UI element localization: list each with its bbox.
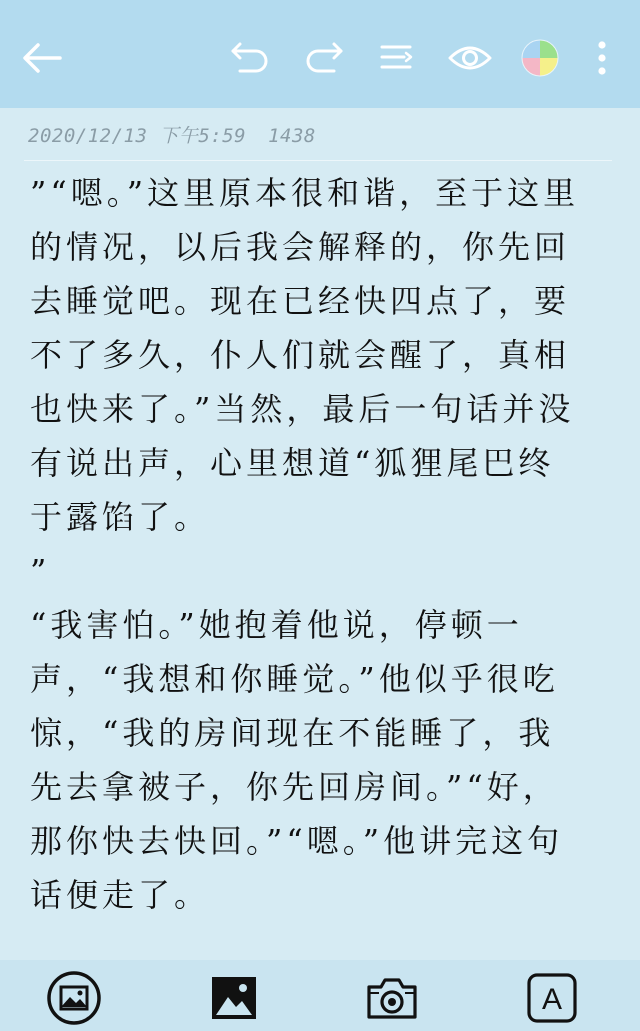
more-vertical-icon[interactable] [574,30,630,86]
format-list-icon[interactable] [368,30,424,86]
camera-icon[interactable] [362,970,422,1026]
gallery-icon[interactable] [44,970,104,1026]
redo-icon[interactable] [296,30,352,86]
note-paragraph: ”“嗯。”这里原本很和谐，至于这里的情况，以后我会解释的，你先回去睡觉吧。现在已经快四点了，要不了多久，仆人们就会醒了，真相也快来了。”当然，最后一句话并没有说出声，心里想道“狐狸尾巴终于露馅了。 ” [30,174,580,590]
back-arrow-icon[interactable] [14,30,70,86]
note-meta [28,121,338,148]
preview-eye-icon[interactable] [442,30,498,86]
note-paragraph: “我害怕。”她抱着他说，停顿一声，“我想和你睡觉。”他似乎很吃惊，“我的房间现在不能睡了，我先去拿被子，你先回房间。”“好，那你快去快回。”“嗯。”他讲完这句话便走了。 [30,606,564,914]
color-palette-icon[interactable] [512,30,568,86]
note-body[interactable] [30,166,590,922]
note-date: 2020/12/13 下午5:59 [28,125,247,147]
insert-image-icon[interactable] [204,970,264,1026]
bottom-toolbar [0,960,640,1031]
text-format-icon[interactable] [522,970,582,1026]
top-toolbar [0,0,640,108]
text-format-label: A [541,983,563,1016]
note-char-count: 1438 [268,125,316,147]
undo-icon[interactable] [222,30,278,86]
meta-divider [24,160,612,161]
